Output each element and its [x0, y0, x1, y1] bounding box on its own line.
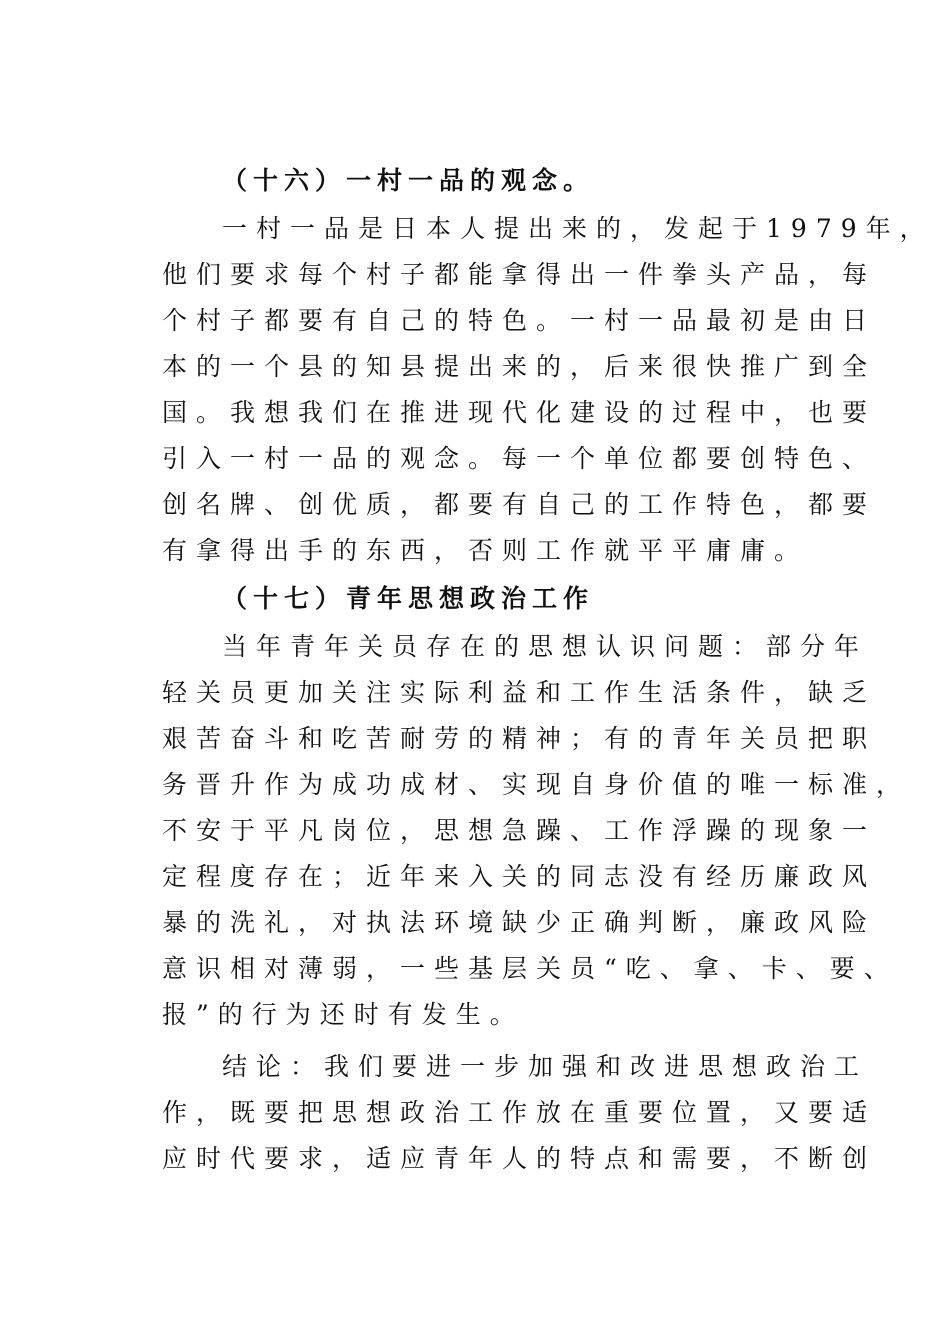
paragraph-line: 国。我想我们在推进现代化建设的过程中，也要	[162, 398, 877, 427]
paragraph-line: 报”的行为还时有发生。	[162, 1000, 524, 1029]
paragraph-line: 应时代要求，适应青年人的特点和需要，不断创	[162, 1144, 877, 1173]
paragraph-line: 当年青年关员存在的思想认识问题：部分年	[222, 632, 869, 661]
paragraph-line: 有拿得出手的东西，否则工作就平平庸庸。	[162, 536, 809, 565]
paragraph-line: 艰苦奋斗和吃苦耐劳的精神；有的青年关员把职	[162, 724, 877, 753]
paragraph-line: 创名牌、创优质，都要有自己的工作特色，都要	[162, 490, 877, 519]
paragraph-line: 轻关员更加关注实际利益和工作生活条件，缺乏	[162, 678, 877, 707]
paragraph-line: 暴的洗礼，对执法环境缺少正确判断，廉政风险	[162, 908, 877, 937]
section-heading-16: （十六）一村一品的观念。	[222, 166, 595, 195]
paragraph-line: 务晋升作为成功成材、实现自身价值的唯一标准，	[162, 770, 911, 799]
paragraph-line: 本的一个县的知县提出来的，后来很快推广到全	[162, 352, 877, 381]
paragraph-line: 引入一村一品的观念。每一个单位都要创特色、	[162, 444, 877, 473]
paragraph-line: 作，既要把思想政治工作放在重要位置，又要适	[162, 1098, 877, 1127]
section-heading-17: （十七）青年思想政治工作	[222, 584, 595, 613]
paragraph-line: 结论：我们要进一步加强和改进思想政治工	[222, 1052, 869, 1081]
paragraph-line: 不安于平凡岗位，思想急躁、工作浮躁的现象一	[162, 816, 877, 845]
paragraph-line: 他们要求每个村子都能拿得出一件拳头产品，每	[162, 260, 877, 289]
paragraph-line: 定程度存在；近年来入关的同志没有经历廉政风	[162, 862, 877, 891]
paragraph-line: 意识相对薄弱，一些基层关员“吃、拿、卡、要、	[162, 954, 898, 983]
paragraph-line: 一村一品是日本人提出来的，发起于1979年，	[222, 214, 934, 243]
paragraph-line: 个村子都要有自己的特色。一村一品最初是由日	[162, 306, 877, 335]
